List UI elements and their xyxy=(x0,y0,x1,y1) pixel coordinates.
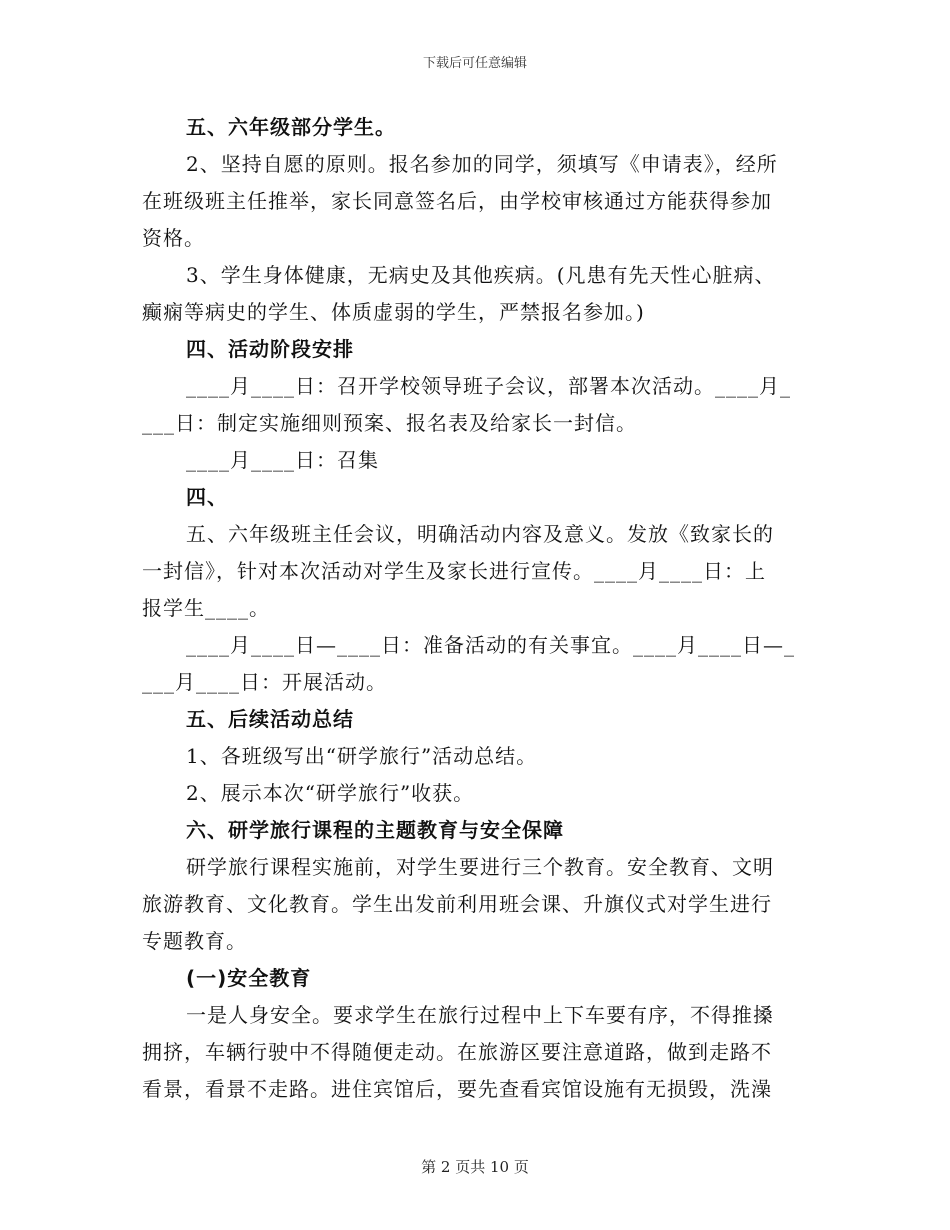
paragraph-line: ___日：制定实施细则预案、报名表及给家长一封信。 xyxy=(142,411,637,435)
paragraph-line: ___月____日：开展活动。 xyxy=(142,670,387,694)
document-body xyxy=(142,109,822,1108)
paragraph-line: 1、各班级写出“研学旅行”活动总结。 xyxy=(186,744,538,768)
paragraph-line: 2、坚持自愿的原则。报名参加的同学，须填写《申请表》，经所 xyxy=(186,152,778,176)
paragraph-line: 看景，看景不走路。进住宾馆后，要先查看宾馆设施有无损毁，洗澡 xyxy=(142,1077,772,1101)
page-header: 下载后可任意编辑 xyxy=(422,56,527,71)
paragraph-line: ____月____日—____日：准备活动的有关事宜。____月____日—_ xyxy=(186,633,795,657)
paragraph-line: 拥挤，车辆行驶中不得随便走动。在旅游区要注意道路，做到走路不 xyxy=(142,1040,772,1064)
paragraph-line: 旅游教育、文化教育。学生出发前利用班会课、升旗仪式对学生进行 xyxy=(142,892,772,916)
paragraph-line: 资格。 xyxy=(142,226,205,250)
paragraph-line: 2、展示本次“研学旅行”收获。 xyxy=(186,781,475,805)
section-heading: 五、六年级部分学生。 xyxy=(186,115,396,139)
paragraph-line: 3、学生身体健康，无病史及其他疾病。(凡患有先天性心脏病、 xyxy=(186,263,776,287)
section-heading: 五、后续活动总结 xyxy=(186,707,354,731)
section-heading: 四、活动阶段安排 xyxy=(186,337,354,361)
paragraph-line: 报学生____。 xyxy=(142,596,270,620)
paragraph-line: 研学旅行课程实施前，对学生要进行三个教育。安全教育、文明 xyxy=(186,855,774,879)
section-heading: 四、 xyxy=(186,485,228,509)
paragraph-line: 一封信》，针对本次活动对学生及家长进行宣传。____月____日：上 xyxy=(142,559,766,583)
page-footer: 第 2 页共 10 页 xyxy=(421,1158,529,1176)
paragraph-line: 在班级班主任推举，家长同意签名后，由学校审核通过方能获得参加 xyxy=(142,189,772,213)
paragraph-line: ____月____日：召集 xyxy=(186,448,379,472)
paragraph-line: 五、六年级班主任会议，明确活动内容及意义。发放《致家长的 xyxy=(186,522,774,546)
section-heading: (一)安全教育 xyxy=(186,966,312,990)
paragraph-line: 癫痫等病史的学生、体质虚弱的学生，严禁报名参加。) xyxy=(142,300,645,324)
paragraph-line: 专题教育。 xyxy=(142,929,247,953)
paragraph-line: ____月____日：召开学校领导班子会议，部署本次活动。____月_ xyxy=(186,374,791,398)
section-heading: 六、研学旅行课程的主题教育与安全保障 xyxy=(186,818,564,842)
paragraph-line: 一是人身安全。要求学生在旅行过程中上下车要有序，不得推搡 xyxy=(186,1003,774,1027)
